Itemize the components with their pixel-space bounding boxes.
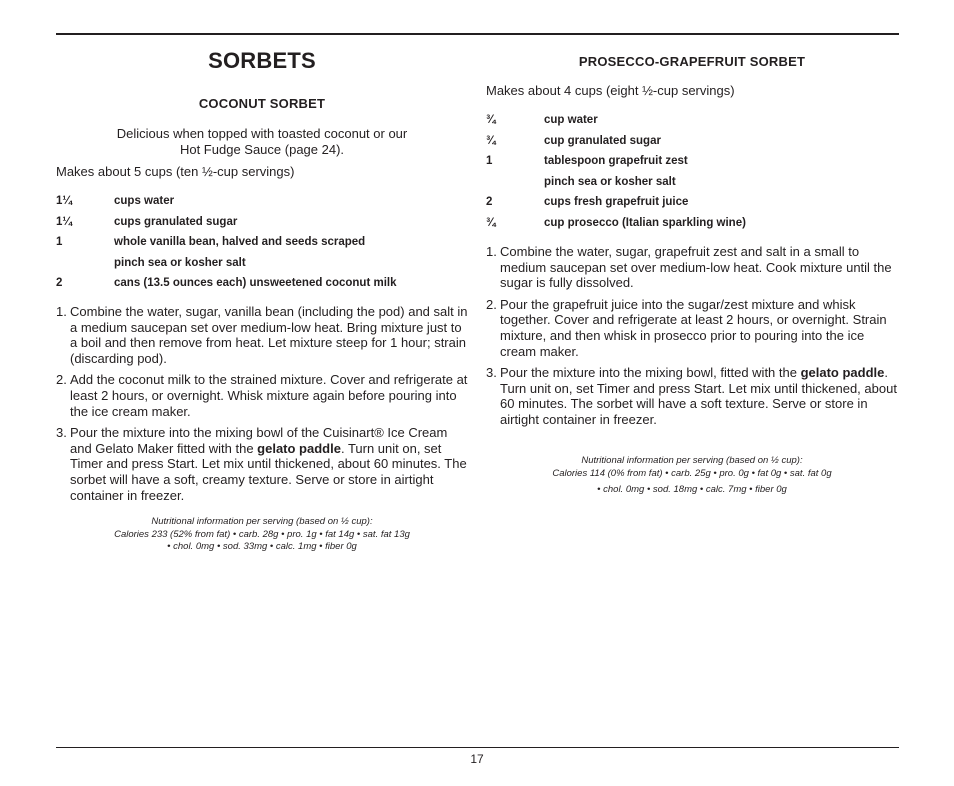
ingredient-row bbox=[486, 196, 898, 217]
ingredient-row bbox=[486, 135, 898, 156]
ingredient-qty: 2 bbox=[486, 196, 493, 208]
ingredient-desc: tablespoon grapefruit zest bbox=[544, 155, 688, 167]
step-text: Pour the grapefruit juice into the sugar/zest mixture and whisk together. Cover and refrigerate at least 2 hours, or overnight. Strain mixture, and then whisk in prosecco prior to pouring into the ice cream maker. bbox=[500, 296, 887, 359]
ingredient-desc: cups water bbox=[114, 195, 175, 207]
page-number: 17 bbox=[470, 752, 484, 766]
nutrition-line: Calories 114 (0% from fat) • carb. 25g • pro. 0g • fat 0g • sat. fat 0g bbox=[552, 467, 832, 479]
ingredient-desc: cup granulated sugar bbox=[544, 134, 661, 147]
ingredient-row bbox=[486, 176, 898, 197]
step-text: Pour the mixture into the mixing bowl, fitted with the bbox=[500, 365, 801, 381]
ingredient-desc: pinch sea or kosher salt bbox=[114, 256, 246, 269]
instruction-step bbox=[56, 372, 468, 419]
instruction-list bbox=[56, 304, 468, 509]
intro-line: Hot Fudge Sauce (page 24). bbox=[179, 141, 345, 157]
ingredient-desc: whole vanilla bean, halved and seeds scraped bbox=[114, 236, 366, 248]
step-text: Add the coconut milk to the strained mixture. Cover and refrigerate at least 2 hours, or overnight. Whisk mixture again before pouring into the ice cream maker. bbox=[70, 372, 468, 419]
ingredient-row bbox=[56, 216, 468, 237]
ingredient-row bbox=[56, 195, 468, 216]
ingredient-list bbox=[486, 114, 898, 237]
step-number: 3. bbox=[486, 365, 497, 381]
instruction-step bbox=[56, 304, 468, 366]
ingredient-desc: cups granulated sugar bbox=[114, 215, 238, 228]
ingredient-desc: cans (13.5 ounces each) unsweetened coconut milk bbox=[114, 277, 397, 289]
instruction-step bbox=[486, 365, 898, 427]
instruction-step bbox=[56, 425, 468, 503]
nutrition-info bbox=[486, 455, 898, 497]
nutrition-info bbox=[56, 516, 468, 554]
ingredient-row bbox=[486, 114, 898, 135]
nutrition-line: Calories 233 (52% from fat) • carb. 28g • pro. 1g • fat 14g • sat. fat 13g bbox=[114, 528, 410, 540]
ingredient-qty: 1¼ bbox=[56, 215, 72, 228]
ingredient-desc: cup prosecco (Italian sparkling wine) bbox=[544, 216, 746, 229]
ingredient-qty: ¾ bbox=[486, 134, 496, 147]
recipe-title-prosecco: PROSECCO-GRAPEFRUIT SORBET bbox=[578, 54, 806, 69]
recipe-yield: Makes about 4 cups (eight ½-cup servings) bbox=[486, 83, 735, 98]
step-text-bold: gelato paddle bbox=[800, 365, 885, 381]
ingredient-desc: cup water bbox=[544, 114, 598, 126]
step-number: 1. bbox=[56, 304, 67, 319]
ingredient-desc: cups fresh grapefruit juice bbox=[544, 196, 689, 208]
ingredient-qty: 2 bbox=[56, 277, 63, 289]
ingredient-row bbox=[56, 236, 468, 257]
ingredient-desc: pinch sea or kosher salt bbox=[544, 175, 676, 188]
step-number: 1. bbox=[486, 244, 497, 259]
instruction-step bbox=[486, 244, 898, 291]
step-text: Combine the water, sugar, grapefruit zest and salt in a small to medium saucepan set over medium-low heat. Cook mixture until the sugar is fully dissolved. bbox=[500, 244, 892, 291]
instruction-list bbox=[486, 244, 898, 434]
step-text: Pour the mixture into the mixing bowl of the Cuisinart® Ice Cream and Gelato Maker fitted with the bbox=[70, 425, 448, 456]
recipe-intro bbox=[56, 126, 468, 157]
bottom-rule bbox=[56, 747, 899, 748]
step-number: 2. bbox=[56, 372, 67, 388]
nutrition-line: • chol. 0mg • sod. 18mg • calc. 7mg • fiber 0g bbox=[597, 484, 787, 495]
nutrition-line: Nutritional information per serving (based on ½ cup): bbox=[151, 516, 373, 527]
step-text: Combine the water, sugar, vanilla bean (including the pod) and salt in a medium saucepan set over medium-low heat. Bring mixture just to a boil and then remove from heat. Let mixture steep for 1 hour; strain (discarding pod). bbox=[70, 304, 468, 366]
ingredient-row bbox=[486, 217, 898, 238]
section-title: SORBETS bbox=[208, 48, 316, 73]
recipe-title-coconut: COCONUT SORBET bbox=[198, 96, 326, 111]
ingredient-qty: ¾ bbox=[486, 114, 496, 126]
step-number: 3. bbox=[56, 425, 67, 441]
step-text: . Turn unit on, set Timer and press Start. Let mix until thickened, about 60 minutes. The sorbet will have a soft, creamy texture. Serve or store in airtight container in freezer. bbox=[70, 440, 467, 503]
ingredient-qty: 1¼ bbox=[56, 195, 72, 207]
top-rule bbox=[56, 33, 899, 35]
ingredient-qty: 1 bbox=[56, 236, 63, 248]
ingredient-qty: 1 bbox=[486, 155, 493, 167]
ingredient-list bbox=[56, 195, 468, 298]
ingredient-qty: ¾ bbox=[486, 216, 496, 229]
step-number: 2. bbox=[486, 296, 497, 312]
ingredient-row bbox=[56, 277, 468, 298]
intro-line: Delicious when topped with toasted coconut or our bbox=[116, 126, 408, 141]
step-text: . Turn unit on, set Timer and press Start. Let mix until thickened, about 60 minutes. The sorbet will have a soft texture. Serve or store in airtight container in freezer. bbox=[500, 365, 897, 427]
nutrition-line: Nutritional information per serving (based on ½ cup): bbox=[581, 455, 803, 466]
nutrition-line: • chol. 0mg • sod. 33mg • calc. 1mg • fiber 0g bbox=[167, 541, 357, 552]
step-text-bold: gelato paddle bbox=[257, 440, 341, 456]
ingredient-row bbox=[486, 155, 898, 176]
recipe-yield: Makes about 5 cups (ten ½-cup servings) bbox=[56, 164, 295, 179]
instruction-step bbox=[486, 297, 898, 359]
ingredient-row bbox=[56, 257, 468, 278]
